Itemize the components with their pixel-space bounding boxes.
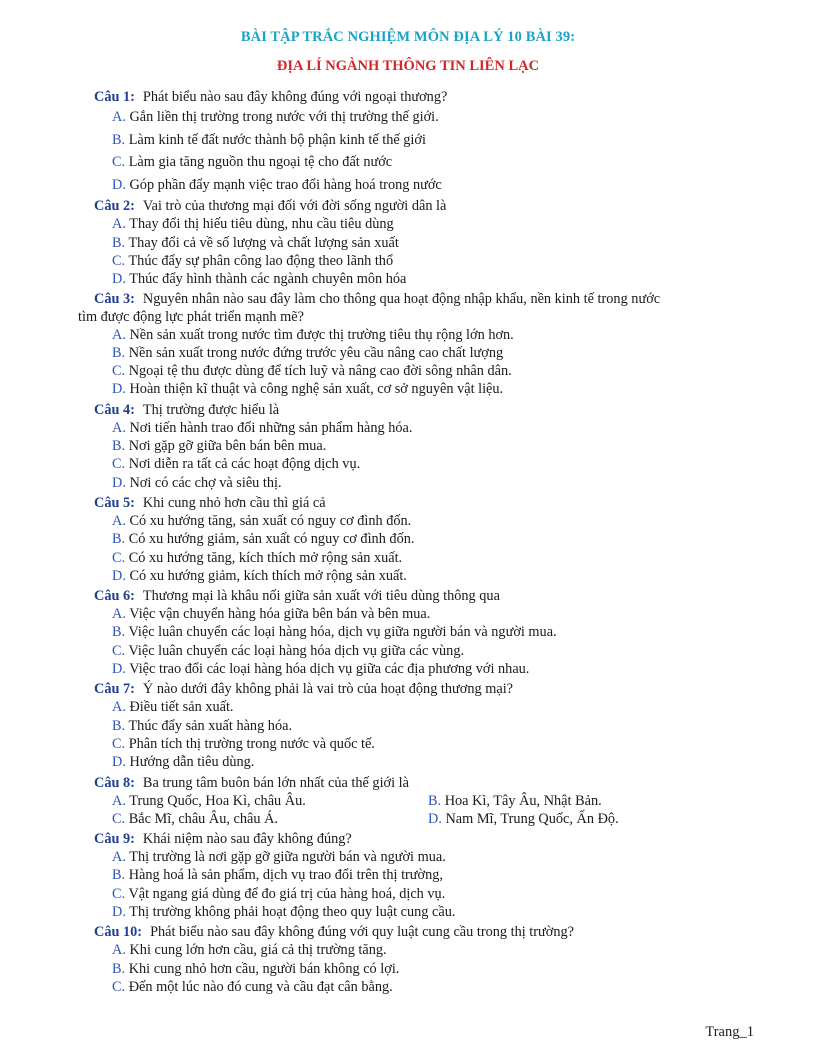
option-a[interactable] — [94, 419, 744, 437]
option-a[interactable] — [94, 848, 744, 866]
option-text: Điều tiết sản xuất. — [129, 699, 234, 716]
option-letter: C. — [112, 549, 126, 566]
option-letter: D. — [112, 661, 126, 678]
option-text: Thúc đẩy sự phân công lao động theo lãnh thổ — [128, 252, 394, 269]
option-text: Nam Mĩ, Trung Quốc, Ấn Độ. — [445, 810, 619, 827]
option-b[interactable] — [94, 129, 744, 152]
question-number: Câu 6: — [94, 588, 135, 605]
question-1 — [94, 88, 744, 196]
option-b[interactable] — [94, 344, 744, 362]
option-c[interactable] — [94, 362, 744, 380]
question-number: Câu 1: — [94, 89, 135, 105]
option-c[interactable] — [94, 735, 744, 753]
option-text: Khi cung nhỏ hơn cầu, người bán không có lợi. — [128, 960, 400, 977]
option-letter: D. — [112, 176, 126, 193]
page-number: Trang_1 — [705, 1024, 754, 1040]
option-letter: C. — [112, 363, 126, 380]
option-a[interactable] — [94, 512, 744, 530]
option-text: Nơi gặp gỡ giữa bên bán bên mua. — [128, 438, 327, 455]
option-text: Khi cung lớn hơn cầu, giá cả thị trường tăng. — [129, 942, 387, 959]
option-letter: C. — [112, 456, 126, 473]
option-text: Vật ngang giá dùng để đo giá trị của hàng hoá, dịch vụ. — [128, 885, 446, 902]
question-6 — [94, 587, 744, 678]
option-text: Việc trao đổi các loại hàng hóa dịch vụ giữa các địa phương với nhau. — [129, 661, 530, 678]
option-c[interactable] — [94, 151, 744, 174]
option-c[interactable] — [94, 252, 744, 270]
question-text: Thị trường được hiểu là — [142, 401, 280, 418]
option-text: Có xu hướng tăng, kích thích mở rộng sản xuất. — [128, 549, 403, 566]
question-text: Nguyên nhân nào sau đây làm cho thông qua hoạt động nhập khẩu, nền kinh tế trong nước — [142, 290, 661, 307]
option-letter: C. — [112, 978, 126, 995]
option-letter: D. — [112, 903, 126, 920]
option-a[interactable] — [112, 792, 428, 810]
option-letter: B. — [112, 344, 126, 361]
option-letter: A. — [112, 699, 126, 716]
option-text: Trung Quốc, Hoa Kì, châu Âu. — [129, 792, 306, 809]
option-c[interactable] — [94, 549, 744, 567]
question-number: Câu 7: — [94, 681, 135, 698]
option-letter: D. — [112, 271, 126, 288]
option-text: Có xu hướng giảm, kích thích mở rộng sản xuất. — [129, 567, 407, 584]
option-text: Gắn liền thị trường trong nước với thị trường thế giới. — [129, 109, 439, 125]
option-text: Thị trường không phải hoạt động theo quy luật cung cầu. — [129, 903, 456, 920]
option-text: Việc luân chuyển các loại hàng hóa dịch vụ giữa các vùng. — [128, 642, 465, 659]
option-letter: B. — [112, 624, 126, 641]
question-text: Phát biểu nào sau đây không đúng với quy luật cung cầu trong thị trường? — [150, 924, 574, 941]
option-d[interactable] — [94, 380, 744, 398]
question-number: Câu 2: — [94, 198, 135, 215]
option-letter: D. — [112, 381, 126, 398]
option-text: Thúc đẩy hình thành các ngành chuyên môn hóa — [129, 271, 407, 288]
question-text: Ba trung tâm buôn bán lớn nhất của thế giới là — [142, 774, 409, 791]
option-d[interactable] — [94, 660, 744, 678]
option-letter: A. — [112, 942, 126, 959]
question-8 — [94, 774, 744, 829]
option-a[interactable] — [94, 941, 744, 959]
question-number: Câu 9: — [94, 831, 135, 848]
question-text: Ý nào dưới đây không phải là vai trò của hoạt động thương mại? — [142, 681, 514, 698]
option-b[interactable] — [428, 792, 744, 810]
doc-title-line2: ĐỊA LÍ NGÀNH THÔNG TIN LIÊN LẠC — [276, 58, 540, 74]
option-letter: B. — [112, 234, 126, 251]
option-letter: B. — [428, 792, 442, 809]
question-text: Phát biểu nào sau đây không đúng với ngoại thương? — [142, 89, 448, 105]
option-text: Hướng dẫn tiêu dùng. — [129, 754, 255, 771]
option-letter: D. — [428, 810, 442, 827]
option-letter: A. — [112, 792, 126, 809]
question-text: Vai trò của thương mại đối với đời sống người dân là — [142, 198, 447, 215]
option-text: Có xu hướng tăng, sản xuất có nguy cơ đình đốn. — [129, 512, 412, 529]
option-text: Thay đổi cả về số lượng và chất lượng sản xuất — [128, 234, 399, 251]
option-letter: B. — [112, 717, 126, 734]
option-letter: C. — [112, 154, 126, 171]
option-letter: C. — [112, 735, 126, 752]
question-9 — [94, 830, 744, 921]
option-c[interactable] — [94, 642, 744, 660]
option-d[interactable] — [94, 174, 744, 197]
option-b[interactable] — [94, 866, 744, 884]
option-text: Hoa Kì, Tây Âu, Nhật Bản. — [444, 792, 602, 809]
question-4 — [94, 401, 744, 492]
option-text: Ngoại tệ thu được dùng để tích luỹ và nâng cao đời sông nhân dân. — [128, 363, 512, 380]
option-text: Thị trường là nơi gặp gỡ giữa người bán và người mua. — [129, 849, 446, 866]
option-text: Góp phần đẩy mạnh việc trao đổi hàng hoá trong nước — [129, 176, 442, 193]
option-a[interactable] — [94, 106, 744, 129]
question-number: Câu 4: — [94, 401, 135, 418]
option-a[interactable] — [94, 326, 744, 344]
option-text: Hàng hoá là sản phẩm, dịch vụ trao đổi trên thị trường, — [128, 867, 443, 884]
option-letter: D. — [112, 567, 126, 584]
option-text: Việc luân chuyển các loại hàng hóa, dịch vụ giữa người bán và người mua. — [128, 624, 557, 641]
option-letter: C. — [112, 642, 126, 659]
option-text: Nơi diễn ra tất cả các hoạt động dịch vụ. — [128, 456, 361, 473]
option-b[interactable] — [94, 234, 744, 252]
option-letter: C. — [112, 885, 126, 902]
option-letter: A. — [112, 326, 126, 343]
option-a[interactable] — [94, 215, 744, 233]
doc-title-line1: BÀI TẬP TRẮC NGHIỆM MÔN ĐỊA LÝ 10 BÀI 39: — [240, 29, 576, 45]
option-b[interactable] — [94, 437, 744, 455]
option-text: Có xu hướng giảm, sản xuất có nguy cơ đình đốn. — [128, 531, 415, 548]
option-letter: C. — [112, 810, 126, 827]
option-text: Phân tích thị trường trong nước và quốc tế. — [128, 735, 375, 752]
option-letter: A. — [112, 849, 126, 866]
option-text: Thay đổi thị hiếu tiêu dùng, nhu cầu tiêu dùng — [129, 216, 394, 233]
option-d[interactable] — [94, 753, 744, 771]
option-b[interactable] — [94, 623, 744, 641]
question-list — [78, 87, 744, 996]
option-letter: C. — [112, 252, 126, 269]
option-text: Việc vận chuyển hàng hóa giữa bên bán và bên mua. — [129, 606, 431, 623]
option-d[interactable] — [94, 567, 744, 585]
option-text: Hoàn thiện kĩ thuật và công nghệ sản xuất, cơ sở nguyên vật liệu. — [129, 381, 504, 398]
option-text: Làm gia tăng nguồn thu ngoại tệ cho đất nước — [128, 154, 393, 171]
question-10 — [94, 923, 744, 996]
question-5 — [94, 494, 744, 585]
option-text: Nền sản xuất trong nước đứng trước yêu cầu nâng cao chất lượng — [128, 344, 504, 361]
question-text: Khái niệm nào sau đây không đúng? — [142, 831, 352, 848]
option-a[interactable] — [94, 605, 744, 623]
option-letter: B. — [112, 867, 126, 884]
question-text: Thương mại là khâu nối giữa sản xuất với tiêu dùng thông qua — [142, 588, 500, 605]
option-letter: A. — [112, 606, 126, 623]
question-number: Câu 8: — [94, 774, 135, 791]
question-text: Khi cung nhỏ hơn cầu thì giá cả — [142, 494, 326, 511]
question-number: Câu 10: — [94, 924, 143, 941]
question-2 — [94, 197, 744, 288]
option-d[interactable] — [94, 474, 744, 492]
option-d[interactable] — [94, 903, 744, 921]
option-letter: A. — [112, 216, 126, 233]
option-b[interactable] — [94, 960, 744, 978]
question-number: Câu 5: — [94, 494, 135, 511]
option-letter: B. — [112, 131, 126, 148]
option-letter: D. — [112, 474, 126, 491]
option-c[interactable] — [94, 455, 744, 473]
option-text: Nơi tiến hành trao đổi những sản phẩm hàng hóa. — [129, 419, 413, 436]
option-letter: B. — [112, 531, 126, 548]
option-a[interactable] — [94, 698, 744, 716]
option-text: Nơi có các chợ và siêu thị. — [129, 474, 282, 491]
option-letter: A. — [112, 419, 126, 436]
question-7 — [94, 680, 744, 771]
option-d[interactable] — [428, 810, 744, 828]
option-b[interactable] — [94, 530, 744, 548]
option-text: Đến một lúc nào đó cung và cầu đạt cân bằng. — [128, 978, 393, 995]
option-letter: A. — [112, 512, 126, 529]
option-letter: B. — [112, 960, 126, 977]
option-c[interactable] — [94, 978, 744, 996]
option-b[interactable] — [94, 717, 744, 735]
option-text: Thúc đẩy sản xuất hàng hóa. — [128, 717, 293, 734]
option-letter: A. — [112, 109, 126, 125]
question-3 — [78, 290, 744, 399]
option-d[interactable] — [94, 270, 744, 288]
option-letter: D. — [112, 754, 126, 771]
option-text: Bắc Mĩ, châu Âu, châu Á. — [128, 810, 278, 827]
option-c[interactable] — [94, 885, 744, 903]
option-letter: B. — [112, 438, 126, 455]
option-c[interactable] — [112, 810, 428, 828]
question-text-continued: tìm được động lực phát triển mạnh mẽ? — [78, 308, 304, 325]
option-text: Làm kinh tế đất nước thành bộ phận kinh tế thế giới — [128, 131, 426, 148]
question-number: Câu 3: — [94, 290, 135, 307]
option-text: Nền sản xuất trong nước tìm được thị trường tiêu thụ rộng lớn hơn. — [129, 326, 514, 343]
